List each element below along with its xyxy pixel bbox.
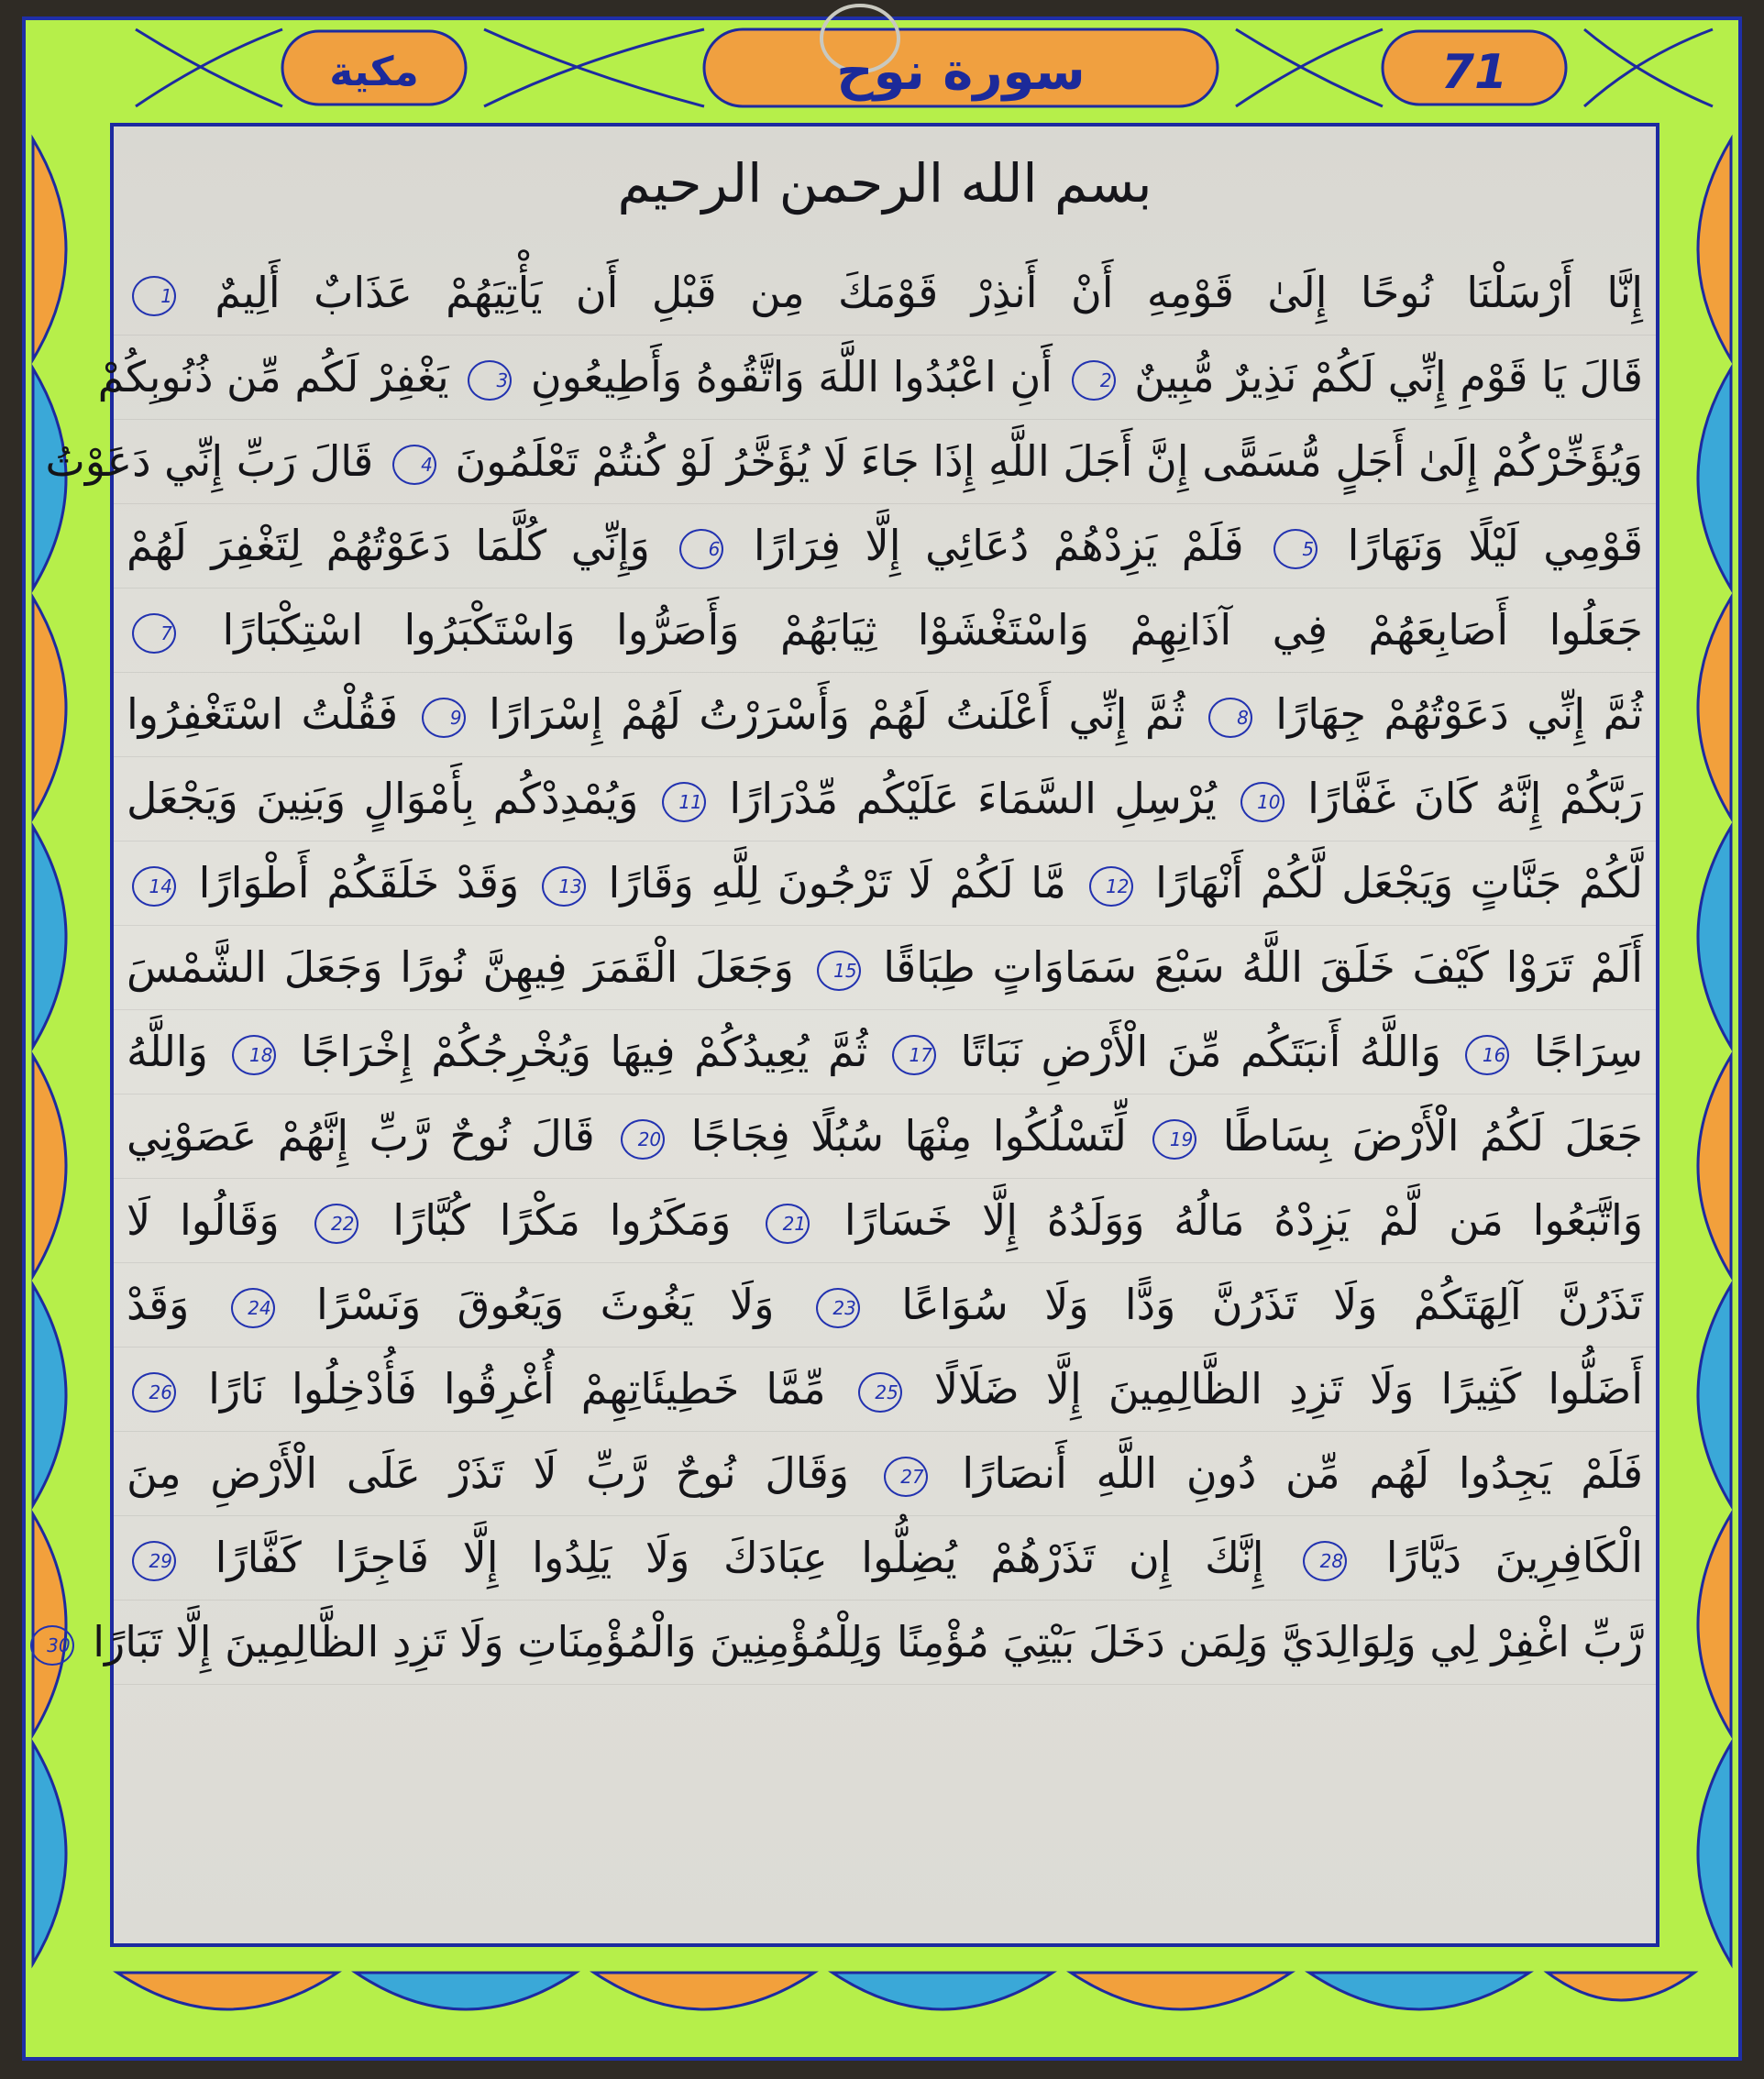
verse-text: وَقَدْ خَلَقَكُمْ أَطْوَارًا [182,858,536,908]
verse-text: وَاللَّهُ أَنبَتَكُم مِّنَ الْأَرْضِ نَبَاتًا [941,1027,1461,1076]
ayah-number-marker: 2 [1072,360,1116,401]
ayah-number-marker: 26 [132,1372,176,1413]
verse-text: فَلَمْ يَجِدُوا لَهُم مِّن دُونِ اللَّهِ أَنصَارًا [932,1448,1643,1498]
verse-text: يَغْفِرْ لَكُم مِّن ذُنُوبِكُمْ [97,352,463,402]
ayah-number-marker: 14 [132,866,176,907]
verse-lines [45,251,1656,1685]
verse-text: وَقَدْ [127,1280,226,1329]
verse-line [114,926,1656,1010]
verse-text: ثُمَّ إِنِّي دَعَوْتُهُمْ جِهَارًا [1257,689,1644,739]
verse-line [114,251,1656,336]
verse-line [114,1010,1656,1094]
verse-text: فَقُلْتُ اسْتَغْفِرُوا [127,689,416,739]
ayah-number-marker: 12 [1089,866,1133,907]
verse-text: لَّكُمْ جَنَّاتٍ وَيَجْعَل لَّكُمْ أَنْهَارًا [1138,858,1643,908]
verse-text: فَلَمْ يَزِدْهُمْ دُعَائِي إِلَّا فِرَارًا [729,521,1269,570]
verse-text: جَعَلَ لَكُمُ الْأَرْضَ بِسَاطًا [1202,1111,1643,1160]
verse-text: جَعَلُوا أَصَابِعَهُمْ فِي آذَانِهِمْ وَاسْتَغْشَوْا ثِيَابَهُمْ وَأَصَرُّوا وَاسْتَكْبَرُوا اسْتِكْبَارًا [182,605,1643,654]
verse-text: أَنِ اعْبُدُوا اللَّهَ وَاتَّقُوهُ وَأَطِيعُونِ [517,352,1066,402]
ayah-number-marker: 1 [132,276,176,316]
verse-line [114,1094,1656,1179]
ayah-number-marker: 6 [679,529,723,569]
verse-text: مَّا لَكُمْ لَا تَرْجُونَ لِلَّهِ وَقَارًا [590,858,1084,908]
verse-line [114,673,1656,757]
ayah-number-marker: 8 [1208,698,1252,738]
verse-line [114,1348,1656,1432]
ayah-number-marker: 10 [1240,782,1284,822]
verse-line [114,1263,1656,1348]
ayah-number-marker: 21 [766,1204,810,1244]
verse-line [114,1179,1656,1263]
ayah-number-marker: 13 [542,866,586,907]
verse-text: رَّبِّ اغْفِرْ لِي وَلِوَالِدَيَّ وَلِمَن دَخَلَ بَيْتِيَ مُؤْمِنًا وَلِلْمُؤْمِنِينَ وَالْمُؤْمِنَاتِ وَلَا تَزِدِ الظَّالِمِينَ إِلَّا تَبَارًا [79,1617,1643,1666]
ayah-number-marker: 5 [1273,529,1317,569]
ayah-number-marker: 7 [132,613,176,654]
ayah-number-marker: 30 [30,1625,74,1666]
ayah-number-marker: 24 [231,1288,275,1328]
ayah-number-marker: 27 [884,1457,928,1497]
verse-text: ثُمَّ إِنِّي أَعْلَنتُ لَهُمْ وَأَسْرَرْتُ لَهُمْ إِسْرَارًا [470,689,1203,739]
verse-text: وَإِنِّي كُلَّمَا دَعَوْتُهُمْ لِتَغْفِرَ لَهُمْ [127,521,675,570]
verse-text: وَاللَّهُ [127,1027,227,1076]
ayah-number-marker: 23 [816,1288,860,1328]
verse-text: ثُمَّ يُعِيدُكُمْ فِيهَا وَيُخْرِجُكُمْ إِخْرَاجًا [281,1027,887,1076]
page-frame [22,16,1742,2061]
ayah-number-marker: 25 [858,1372,902,1413]
text-panel [45,123,1659,1947]
verse-line [47,1600,1656,1685]
verse-text: وَقَالُوا لَا [127,1195,309,1245]
ayah-number-marker: 9 [422,698,466,738]
ayah-number-marker: 28 [1303,1541,1347,1581]
ayah-number-marker: 19 [1152,1119,1196,1160]
verse-text: رَبَّكُمْ إِنَّهُ كَانَ غَفَّارًا [1289,774,1643,823]
verse-line [114,588,1656,673]
verse-text: وَجَعَلَ الْقَمَرَ فِيهِنَّ نُورًا وَجَعَلَ الشَّمْسَ [127,942,811,992]
verse-text: سِرَاجًا [1515,1027,1643,1076]
verse-text: أَضَلُّوا كَثِيرًا وَلَا تَزِدِ الظَّالِمِينَ إِلَّا ضَلَالًا [907,1364,1643,1414]
ayah-number-marker: 20 [621,1119,665,1160]
ayah-number-marker: 29 [132,1541,176,1581]
verse-line [114,1432,1656,1516]
verse-text: إِنَّكَ إِن تَذَرْهُمْ يُضِلُّوا عِبَادَكَ وَلَا يَلِدُوا إِلَّا فَاجِرًا كَفَّارًا [182,1533,1298,1582]
verse-text: وَمَكَرُوا مَكْرًا كُبَّارًا [363,1195,761,1245]
header-status-label: مكية [329,49,419,95]
verse-text: يُرْسِلِ السَّمَاءَ عَلَيْكُم مِّدْرَارًا [711,774,1235,823]
ayah-number-marker: 11 [662,782,706,822]
verse-text: تَذَرُنَّ آلِهَتَكُمْ وَلَا تَذَرُنَّ وَدًّا وَلَا سُوَاعًا [865,1280,1643,1329]
ayah-number-marker: 18 [232,1035,276,1075]
verse-line [114,504,1656,588]
verse-text: مِّمَّا خَطِيئَاتِهِمْ أُغْرِقُوا فَأُدْخِلُوا نَارًا [182,1364,853,1414]
ayah-number-marker: 22 [314,1204,358,1244]
verse-line [114,842,1656,926]
verse-text: قَالَ نُوحٌ رَّبِّ إِنَّهُمْ عَصَوْنِي [127,1111,616,1160]
ayah-number-marker: 15 [817,951,861,991]
basmala: بسم الله الرحمن الرحيم [617,152,1152,214]
ayah-number-marker: 17 [892,1035,936,1075]
verse-text: لِّتَسْلُكُوا مِنْهَا سُبُلًا فِجَاجًا [670,1111,1148,1160]
verse-line [114,1516,1656,1600]
verse-text: وَيُمْدِدْكُم بِأَمْوَالٍ وَبَنِينَ وَيَجْعَل [127,774,656,823]
ayah-number-marker: 3 [468,360,512,401]
verse-text: وَقَالَ نُوحٌ رَّبِّ لَا تَذَرْ عَلَى الْأَرْضِ مِنَ [127,1448,878,1498]
verse-text: أَلَمْ تَرَوْا كَيْفَ خَلَقَ اللَّهُ سَبْعَ سَمَاوَاتٍ طِبَاقًا [865,942,1644,992]
verse-text: وَيُؤَخِّرْكُمْ إِلَىٰ أَجَلٍ مُّسَمًّى إِنَّ أَجَلَ اللَّهِ إِذَا جَاءَ لَا يُؤَخَّرُ لَوْ كُنتُمْ تَعْلَمُونَ [441,436,1643,486]
ayah-number-marker: 16 [1465,1035,1509,1075]
ayah-number-marker: 4 [392,445,436,485]
verse-text: الْكَافِرِينَ دَيَّارًا [1352,1533,1643,1582]
verse-text: قَوْمِي لَيْلًا وَنَهَارًا [1323,521,1643,570]
verse-text: قَالَ رَبِّ إِنِّي دَعَوْتُ [45,436,387,486]
verse-line [114,757,1656,842]
verse-text: قَالَ يَا قَوْمِ إِنِّي لَكُمْ نَذِيرٌ مُّبِينٌ [1120,352,1643,402]
verse-text: وَاتَّبَعُوا مَن لَّمْ يَزِدْهُ مَالُهُ وَوَلَدُهُ إِلَّا خَسَارًا [815,1195,1643,1245]
verse-line [97,336,1656,420]
verse-text: وَلَا يَغُوثَ وَيَعُوقَ وَنَسْرًا [280,1280,810,1329]
surah-title: سورة نوح [836,42,1086,102]
surah-number: 71 [1440,45,1508,100]
verse-text: إِنَّا أَرْسَلْنَا نُوحًا إِلَىٰ قَوْمِهِ أَنْ أَنذِرْ قَوْمَكَ مِن قَبْلِ أَن يَأْتِيَهُمْ عَذَابٌ أَلِيمٌ [182,268,1643,317]
verse-line [45,420,1656,504]
